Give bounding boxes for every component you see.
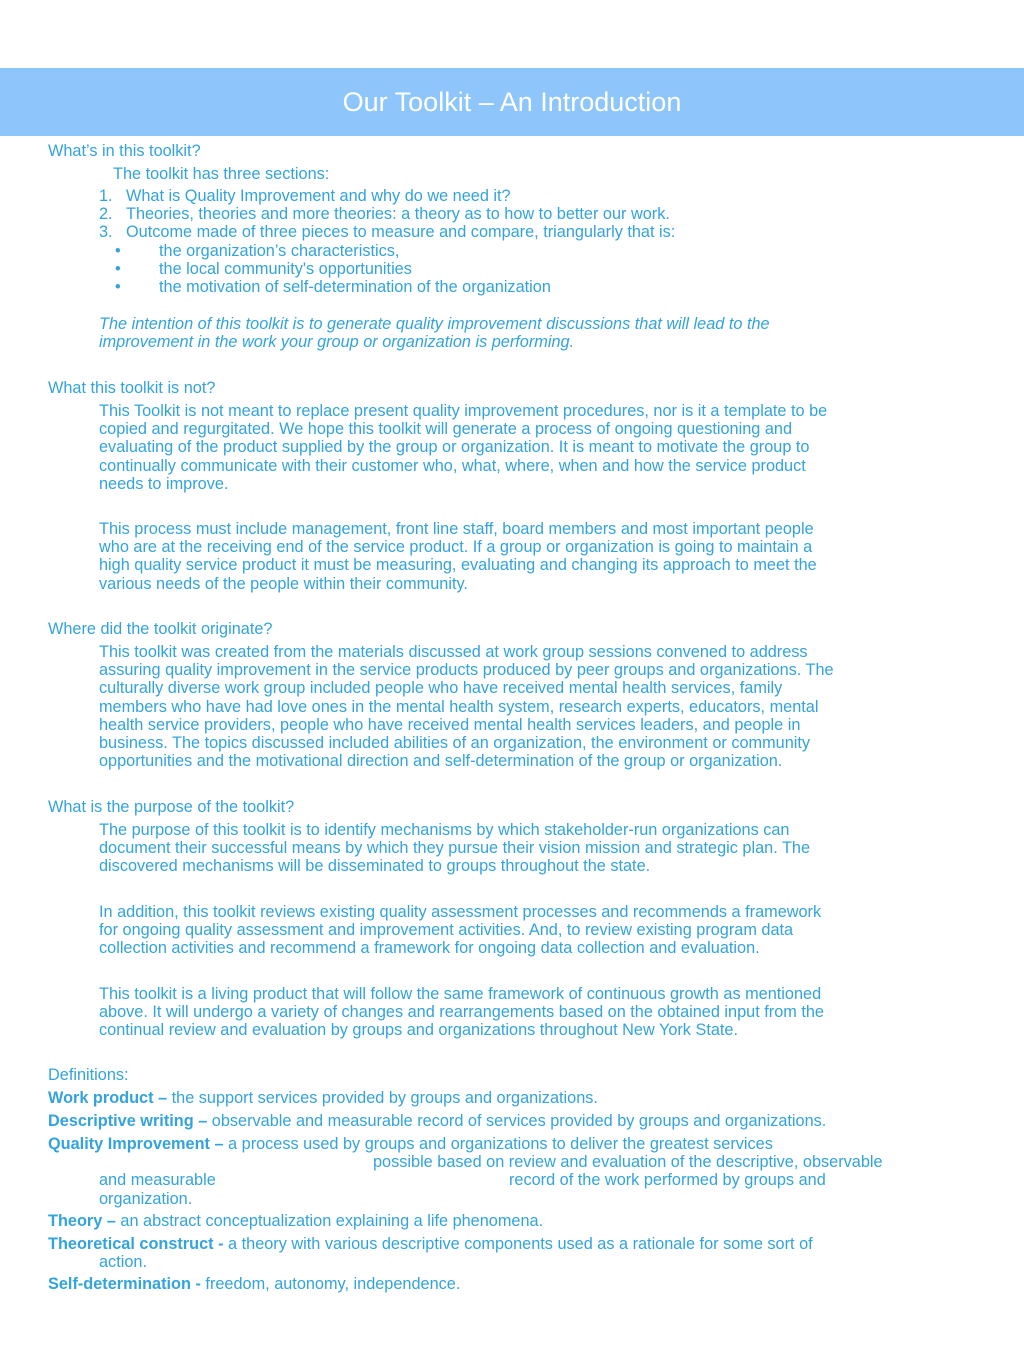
section-heading: What is the purpose of the toolkit? — [48, 798, 295, 816]
section-heading: What this toolkit is not? — [48, 379, 216, 397]
sections-intro: The toolkit has three sections: — [113, 165, 330, 183]
definition-descriptive-writing: Descriptive writing – observable and measurable record of services provided by groups and organizations. — [48, 1112, 827, 1130]
list-item: 2. Theories, theories and more theories: a theory as to how to better our work. — [99, 205, 670, 224]
definition-work-product: Work product – the support services provided by groups and organizations. — [48, 1089, 598, 1107]
paragraph: The purpose of this toolkit is to identify mechanisms by which stakeholder-run organizations can document their successful means by which they pursue their vision mission and strategic plan. The discovered mechanisms will be disseminated to groups throughout the state. — [99, 821, 811, 876]
section-heading: Where did the toolkit originate? — [48, 620, 273, 638]
page-title: Our Toolkit – An Introduction — [342, 87, 682, 117]
paragraph: In addition, this toolkit reviews existing quality assessment processes and recommends a framework for ongoing quality assessment and improvement activities. And, to review existing program data collection activities and recommend a framework for ongoing data collection and evaluation. — [99, 903, 822, 958]
definition-theory: Theory – an abstract conceptualization explaining a life phenomena. — [48, 1212, 544, 1230]
sections-list — [99, 187, 675, 242]
list-item: • the motivation of self-determination of the organization — [115, 278, 551, 297]
paragraph: This process must include management, front line staff, board members and most important people who are at the receiving end of the service product. If a group or organization is going to maintain a high quality service product it must be measuring, evaluating and changing its approach to meet the various needs of the people within their community. — [99, 520, 817, 593]
definitions-heading: Definitions: — [48, 1066, 129, 1084]
paragraph: This Toolkit is not meant to replace present quality improvement procedures, nor is it a template to be copied and regurgitated. We hope this toolkit will generate a process of ongoing questioning and evaluating of the product supplied by the group or organization. It is meant to motivate the group to continually communicate with their customer who, what, where, when and how the service product needs to improve. — [99, 402, 828, 493]
list-item: • the local community's opportunities — [115, 260, 412, 279]
bullet-list — [115, 242, 551, 297]
list-item: 3. Outcome made of three pieces to measure and compare, triangularly that is: — [99, 223, 676, 242]
paragraph: This toolkit was created from the materials discussed at work group sessions convened to address assuring quality improvement in the service products produced by peer groups and organizations. The culturally diverse work group included people who have received mental health services, family members who have had love ones in the mental health system, research experts, educators, mental health service providers, people who have received mental health services leaders, and people in business. The topics discussed included abilities of an organization, the environment or community opportunities and the motivational direction and self-determination of the group or organization. — [99, 643, 834, 771]
definition-theoretical-construct: Theoretical construct - a theory with various descriptive components used as a rationale for some sort of action. — [48, 1235, 813, 1272]
list-item: • the organization’s characteristics, — [115, 242, 400, 260]
intention-paragraph: The intention of this toolkit is to generate quality improvement discussions that will lead to the improvement in the work your group or organization is performing. — [99, 315, 770, 352]
section-heading: What’s in this toolkit? — [48, 142, 201, 160]
definition-self-determination: Self-determination - freedom, autonomy, independence. — [48, 1275, 461, 1293]
definition-quality-improvement: Quality Improvement – a process used by groups and organizations to deliver the greatest services possible based on review and evaluation of the descriptive, observable and measurable record of the work performed by groups and organization. — [48, 1135, 883, 1208]
paragraph: This toolkit is a living product that will follow the same framework of continuous growth as mentioned above. It will undergo a variety of changes and rearrangements based on the obtained input from the continual review and evaluation by groups and organizations throughout New York State. — [99, 985, 824, 1040]
list-item: 1. What is Quality Improvement and why do we need it? — [99, 187, 511, 205]
